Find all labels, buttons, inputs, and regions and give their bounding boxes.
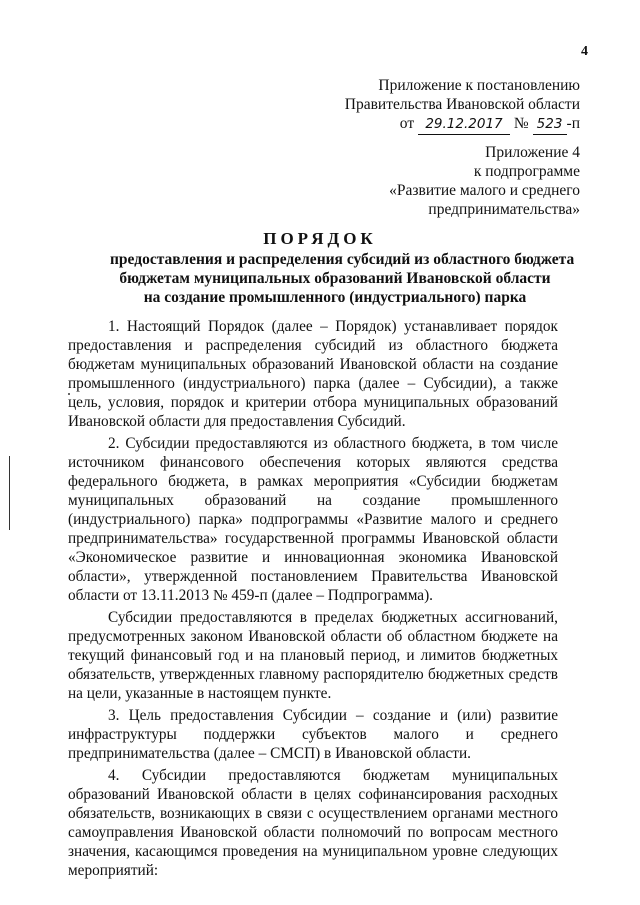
appendix-sub-line-3: «Развитие малого и среднего <box>389 182 580 199</box>
appendix-line-2: Правительства Ивановской области <box>344 96 580 113</box>
appendix-header-main <box>280 76 580 135</box>
document-title: ПОРЯДОК <box>263 229 377 248</box>
margin-line <box>9 456 10 530</box>
appendix-line-1: Приложение к постановлению <box>378 77 580 94</box>
number-suffix: -п <box>566 115 580 132</box>
from-prefix: от <box>399 115 415 132</box>
paragraph-2: 2. Субсидии предоставляются из областного бюджета, в том числе источником финансового обеспечения которых являются средства федерального бюджета, в рамках мероприятия «Субсидии бюджетам муниципальных образований на создание промышленного (индустриального) парка» подпрограммы «Развитие малого и среднего предпринимательства» государственной программы Ивановской области «Экономическое развитие и инновационная экономика Ивановской области», утвержденной постановлением Правительства Ивановской области от 13.11.2013 № 459-п (далее – Подпрограмма). <box>68 435 558 604</box>
handwritten-date: 29.12.2017 <box>418 115 510 135</box>
subtitle-line-2: бюджетам муниципальных образований Ивановской области <box>119 270 551 287</box>
document-subtitle <box>110 250 575 307</box>
appendix-sub-line-1: Приложение 4 <box>485 144 580 161</box>
appendix-header-sub <box>350 143 580 219</box>
paragraph-1: 1. Настоящий Порядок (далее – Порядок) устанавливает порядок предоставления и распределения субсидий из областного бюджета бюджетам муниципальных образований Ивановской области на создание промышленного (индустриального) парка (далее – Субсидии), а также цель, условия, порядок и критерии отбора муниципальных образований Ивановской области для предоставления Субсидий. <box>68 318 558 430</box>
appendix-sub-line-2: к подпрограмме <box>473 163 580 180</box>
paragraph-3: Субсидии предоставляются в пределах бюджетных ассигнований, предусмотренных законом Ивановской области об областном бюджете на текущий финансовый год и на плановый период, и лимитов бюджетных обязательств, утвержденных главному распорядителю бюджетных средств на цели, указанные в настоящем пункте. <box>68 609 558 702</box>
page-number: 4 <box>581 44 588 59</box>
paragraph-5: 4. Субсидии предоставляются бюджетам муниципальных образований Ивановской области в целях софинансирования расходных обязательств, возникающих в связи с осуществлением органами местного самоуправления Ивановской области полномочий по вопросам местного значения, касающимся проведения на муниципальном уровне следующих мероприятий: <box>68 767 558 879</box>
appendix-sub-line-4: предпринимательства» <box>428 201 580 218</box>
subtitle-line-3: на создание промышленного (индустриального) парка <box>143 289 527 306</box>
handwritten-number: 523 <box>533 115 567 135</box>
subtitle-line-1: предоставления и распределения субсидий из областного бюджета <box>110 251 575 268</box>
number-sign: № <box>513 115 529 132</box>
document-body <box>68 317 558 883</box>
appendix-date-line <box>280 114 580 135</box>
paragraph-4: 3. Цель предоставления Субсидии – создание и (или) развитие инфраструктуры поддержки субъектов малого и среднего предпринимательства (далее – СМСП) в Ивановской области. <box>68 707 558 762</box>
